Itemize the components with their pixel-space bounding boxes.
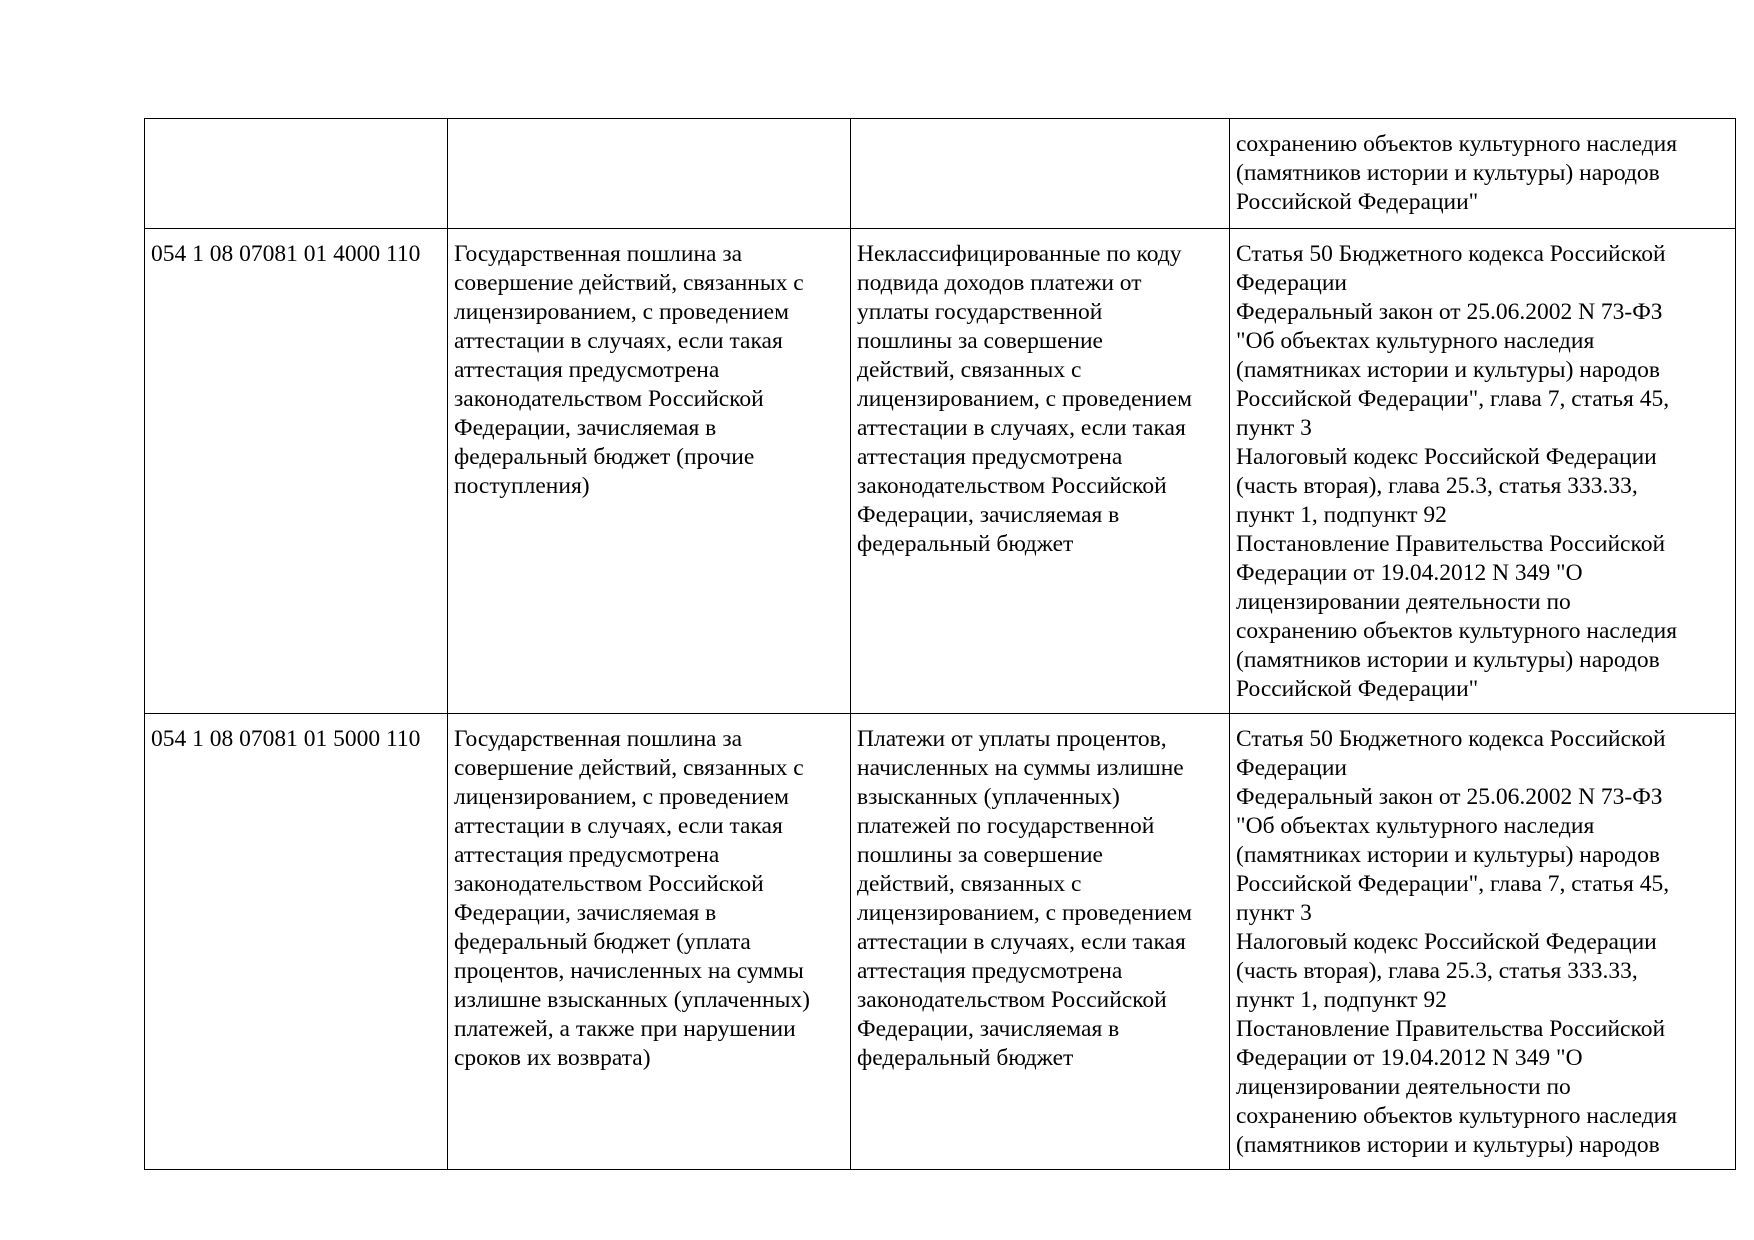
- cell-line: 054 1 08 07081 01 4000 110: [151, 241, 421, 267]
- cell-line: лицензированием, с проведением: [857, 386, 1192, 412]
- cell-line: законодательством Российской: [857, 473, 1167, 499]
- cell-description: [851, 229, 1230, 714]
- cell-name: [448, 229, 851, 714]
- cell-description: [851, 714, 1230, 1170]
- cell-line: сохранению объектов культурного наследия: [1236, 131, 1678, 157]
- cell-line: Федеральный закон от 25.06.2002 N 73-ФЗ: [1236, 784, 1663, 810]
- cell-line: поступления): [454, 473, 590, 499]
- cell-line: Российской Федерации", глава 7, статья 45,: [1236, 386, 1670, 412]
- cell-line: аттестация предусмотрена: [454, 842, 720, 868]
- cell-line: сроков их возврата): [454, 1045, 651, 1071]
- cell-line: Платежи от уплаты процентов,: [857, 726, 1167, 752]
- cell-line: Статья 50 Бюджетного кодекса Российской: [1236, 726, 1666, 752]
- cell-code: [145, 229, 448, 714]
- cell-line: Российской Федерации": [1236, 676, 1479, 702]
- cell-line: (памятниках истории и культуры) народов: [1236, 357, 1660, 383]
- cell-line: уплаты государственной: [857, 299, 1103, 325]
- cell-line: пошлины за совершение: [857, 328, 1103, 354]
- cell-line: законодательством Российской: [454, 871, 764, 897]
- cell-line: Федерации, зачисляемая в: [454, 415, 717, 441]
- cell-line: федеральный бюджет (прочие: [454, 444, 755, 470]
- cell-line: аттестации в случаях, если такая: [454, 328, 783, 354]
- cell-line: Федерации от 19.04.2012 N 349 "О: [1236, 560, 1583, 586]
- cell-line: лицензировании деятельности по: [1236, 589, 1571, 615]
- cell-line: Федерации, зачисляемая в: [454, 900, 717, 926]
- cell-line: Государственная пошлина за: [454, 241, 743, 267]
- cell-line: излишне взысканных (уплаченных): [454, 987, 810, 1013]
- cell-line: пункт 3: [1236, 900, 1312, 926]
- cell-line: аттестации в случаях, если такая: [857, 415, 1186, 441]
- cell-description: [851, 119, 1230, 229]
- cell-line: "Об объектах культурного наследия: [1236, 813, 1595, 839]
- cell-line: Федерации, зачисляемая в: [857, 1016, 1120, 1042]
- cell-line: "Об объектах культурного наследия: [1236, 328, 1595, 354]
- cell-line: лицензировании деятельности по: [1236, 1074, 1571, 1100]
- cell-line: федеральный бюджет (уплата: [454, 929, 751, 955]
- cell-line: пункт 1, подпункт 92: [1236, 987, 1447, 1013]
- cell-line: платежей по государственной: [857, 813, 1155, 839]
- cell-line: (памятниках истории и культуры) народов: [1236, 842, 1660, 868]
- cell-name: [448, 119, 851, 229]
- cell-line: Российской Федерации", глава 7, статья 45,: [1236, 871, 1670, 897]
- cell-line: пункт 1, подпункт 92: [1236, 502, 1447, 528]
- cell-line: аттестация предусмотрена: [857, 958, 1123, 984]
- cell-line: законодательством Российской: [857, 987, 1167, 1013]
- cell-line: федеральный бюджет: [857, 531, 1074, 557]
- cell-line: действий, связанных с: [857, 871, 1082, 897]
- cell-line: лицензированием, с проведением: [857, 900, 1192, 926]
- cell-line: процентов, начисленных на суммы: [454, 958, 804, 984]
- cell-line: Налоговый кодекс Российской Федерации: [1236, 444, 1657, 470]
- cell-line: платежей, а также при нарушении: [454, 1016, 796, 1042]
- cell-line: совершение действий, связанных с: [454, 270, 804, 296]
- cell-line: действий, связанных с: [857, 357, 1082, 383]
- cell-line: Неклассифицированные по коду: [857, 241, 1182, 267]
- cell-line: Федерации: [1236, 755, 1347, 781]
- cell-line: Постановление Правительства Российской: [1236, 1016, 1666, 1042]
- table-row: [145, 229, 1736, 714]
- cell-line: совершение действий, связанных с: [454, 755, 804, 781]
- cell-line: Федерации от 19.04.2012 N 349 "О: [1236, 1045, 1583, 1071]
- cell-line: Налоговый кодекс Российской Федерации: [1236, 929, 1657, 955]
- cell-line: Федеральный закон от 25.06.2002 N 73-ФЗ: [1236, 299, 1663, 325]
- cell-basis: [1230, 119, 1736, 229]
- cell-code: [145, 714, 448, 1170]
- table-row: [145, 714, 1736, 1170]
- cell-code: [145, 119, 448, 229]
- cell-line: взысканных (уплаченных): [857, 784, 1120, 810]
- cell-line: аттестация предусмотрена: [454, 357, 720, 383]
- cell-line: Российской Федерации": [1236, 189, 1479, 215]
- cell-line: Постановление Правительства Российской: [1236, 531, 1666, 557]
- cell-line: подвида доходов платежи от: [857, 270, 1142, 296]
- cell-line: аттестации в случаях, если такая: [857, 929, 1186, 955]
- table-body: [145, 119, 1736, 1170]
- cell-line: (часть вторая), глава 25.3, статья 333.33,: [1236, 473, 1638, 499]
- cell-line: Государственная пошлина за: [454, 726, 743, 752]
- cell-line: аттестация предусмотрена: [857, 444, 1123, 470]
- cell-line: Федерации: [1236, 270, 1347, 296]
- cell-basis: [1230, 229, 1736, 714]
- cell-line: лицензированием, с проведением: [454, 784, 789, 810]
- table-row: [145, 119, 1736, 229]
- cell-line: законодательством Российской: [454, 386, 764, 412]
- cell-line: сохранению объектов культурного наследия: [1236, 1103, 1678, 1129]
- cell-line: (памятников истории и культуры) народов: [1236, 1132, 1660, 1158]
- cell-line: аттестации в случаях, если такая: [454, 813, 783, 839]
- cell-line: пошлины за совершение: [857, 842, 1103, 868]
- cell-line: лицензированием, с проведением: [454, 299, 789, 325]
- cell-line: сохранению объектов культурного наследия: [1236, 618, 1678, 644]
- cell-line: Статья 50 Бюджетного кодекса Российской: [1236, 241, 1666, 267]
- cell-line: 054 1 08 07081 01 5000 110: [151, 726, 421, 752]
- cell-line: Федерации, зачисляемая в: [857, 502, 1120, 528]
- cell-line: (памятников истории и культуры) народов: [1236, 647, 1660, 673]
- cell-line: (памятников истории и культуры) народов: [1236, 160, 1660, 186]
- cell-line: пункт 3: [1236, 415, 1312, 441]
- revenue-code-table: [144, 118, 1736, 1170]
- cell-line: начисленных на суммы излишне: [857, 755, 1184, 781]
- cell-line: федеральный бюджет: [857, 1045, 1074, 1071]
- cell-line: (часть вторая), глава 25.3, статья 333.33,: [1236, 958, 1638, 984]
- cell-basis: [1230, 714, 1736, 1170]
- cell-name: [448, 714, 851, 1170]
